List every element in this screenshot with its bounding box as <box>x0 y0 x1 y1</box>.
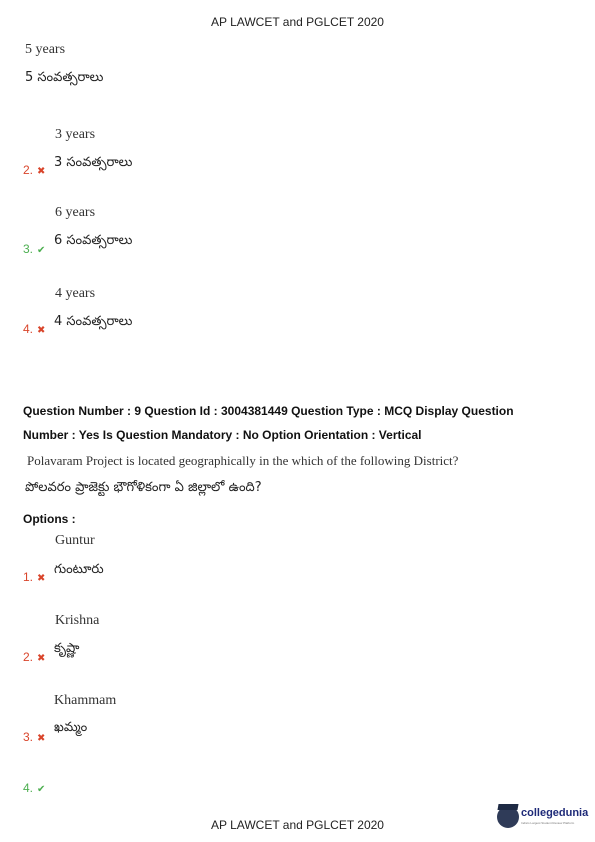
check-icon: ✔ <box>37 245 46 256</box>
option-text-en: 4 years <box>55 286 96 301</box>
option-text-en: 6 years <box>55 205 96 220</box>
cross-icon: ✖ <box>37 166 46 177</box>
option-text-en: Khammam <box>54 693 117 708</box>
option-text-en: 5 years <box>25 42 66 57</box>
page-header: AP LAWCET and PGLCET 2020 <box>211 15 384 29</box>
option-text-te: 3 సంవత్సరాలు <box>54 155 133 170</box>
page-footer: AP LAWCET and PGLCET 2020 <box>211 818 384 832</box>
option-number-label: 1. <box>23 570 34 584</box>
option-text-en: Krishna <box>55 613 100 628</box>
question-text-en: Polavaram Project is located geographically in the which of the following District? <box>27 453 459 468</box>
option-number-label: 2. <box>23 650 34 664</box>
option-number-label: 3. <box>23 730 34 744</box>
check-icon: ✔ <box>37 784 46 795</box>
cross-icon: ✖ <box>37 573 46 584</box>
option-number <box>23 322 45 336</box>
question-meta-line: Question Number : 9 Question Id : 3004381449 Question Type : MCQ Display Question <box>23 404 514 418</box>
collegedunia-logo <box>497 804 591 832</box>
option-number <box>23 242 45 256</box>
option-text-te: 5 సంవత్సరాలు <box>25 70 104 85</box>
option-text-te: గుంటూరు <box>54 562 104 577</box>
option-number-label: 4. <box>23 322 34 336</box>
option-text-te: కృష్ణా <box>54 641 80 656</box>
option-number <box>23 730 45 744</box>
option-number <box>23 781 45 795</box>
option-text-en: 3 years <box>55 127 96 142</box>
option-number <box>23 570 45 584</box>
logo-text: collegedunia <box>521 807 589 819</box>
option-number <box>23 163 45 177</box>
options-label: Options : <box>23 512 76 526</box>
option-text-te: 6 సంవత్సరాలు <box>54 233 133 248</box>
cross-icon: ✖ <box>37 325 46 336</box>
question-meta-line: Number : Yes Is Question Mandatory : No Option Orientation : Vertical <box>23 428 422 442</box>
option-text-en: Guntur <box>55 533 95 548</box>
logo-tagline: India's Largest Student Review Platform <box>521 821 575 825</box>
question-text-te: పోలవరం ప్రాజెక్టు భౌగోళికంగా ఏ జిల్లాలో ఉంది? <box>25 480 262 495</box>
option-text-te: 4 సంవత్సరాలు <box>54 314 133 329</box>
cross-icon: ✖ <box>37 653 46 664</box>
option-number-label: 4. <box>23 781 34 795</box>
option-number <box>23 650 45 664</box>
option-number-label: 2. <box>23 163 34 177</box>
graduation-cap-icon <box>497 804 518 810</box>
option-text-te: ఖమ్మం <box>54 720 88 735</box>
cross-icon: ✖ <box>37 733 46 744</box>
option-number-label: 3. <box>23 242 34 256</box>
